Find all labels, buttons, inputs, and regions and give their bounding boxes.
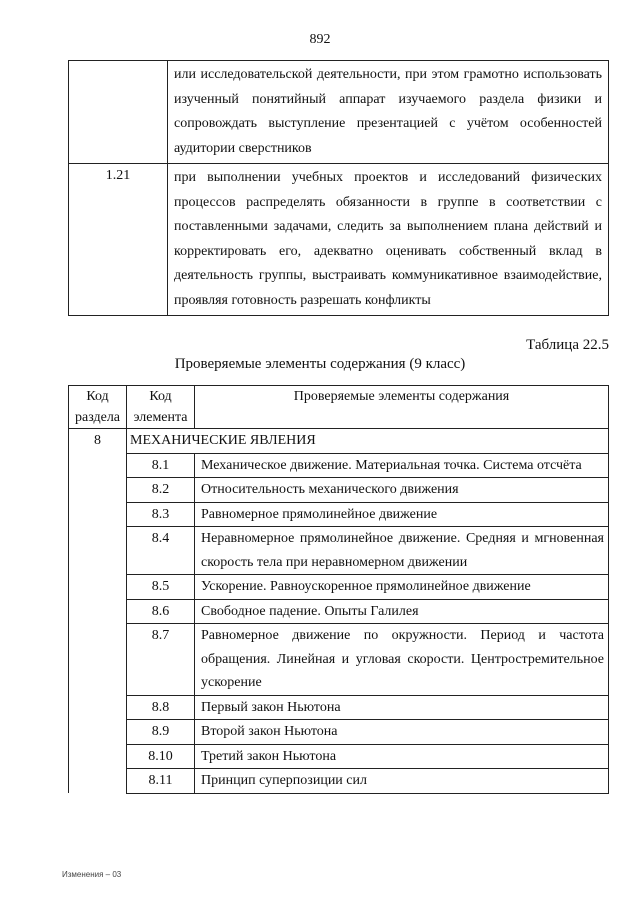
table-row xyxy=(69,575,609,600)
element-text: Принцип суперпозиции сил xyxy=(195,769,609,794)
table-row xyxy=(69,478,609,503)
table-row xyxy=(69,164,609,316)
section-title: МЕХАНИЧЕСКИЕ ЯВЛЕНИЯ xyxy=(127,429,609,454)
element-code: 8.7 xyxy=(127,624,195,696)
element-code: 8.6 xyxy=(127,599,195,624)
element-code: 8.11 xyxy=(127,769,195,794)
table-row xyxy=(69,624,609,696)
element-text: Относительность механического движения xyxy=(195,478,609,503)
table-row xyxy=(69,695,609,720)
table-row xyxy=(69,769,609,794)
continued-table xyxy=(68,60,609,316)
row-text: при выполнении учебных проектов и исследований физических процессов распределять обязанности в группе в соответствии с поставленными задачами, следить за выполнением плана действий и корректировать его, адекватно оценивать собственный вклад в деятельность группы, выстраивать коммуникативное взаимодействие, проявляя готовность разрешать конфликты xyxy=(168,164,609,316)
table-row xyxy=(69,744,609,769)
table-row xyxy=(69,453,609,478)
page-number: 892 xyxy=(309,32,331,47)
row-code xyxy=(69,61,168,164)
element-code: 8.1 xyxy=(127,453,195,478)
element-code: 8.8 xyxy=(127,695,195,720)
table-label: Таблица 22.5 xyxy=(526,337,609,353)
element-text: Свободное падение. Опыты Галилея xyxy=(195,599,609,624)
element-code: 8.3 xyxy=(127,502,195,527)
element-text: Первый закон Ньютона xyxy=(195,695,609,720)
header-elements: Проверяемые элементы содержания xyxy=(195,386,609,429)
section-row xyxy=(69,429,609,454)
element-text: Равномерное прямолинейное движение xyxy=(195,502,609,527)
element-code: 8.4 xyxy=(127,527,195,575)
element-text: Третий закон Ньютона xyxy=(195,744,609,769)
row-code: 1.21 xyxy=(69,164,168,316)
table-row xyxy=(69,502,609,527)
element-text: Ускорение. Равноускоренное прямолинейное движение xyxy=(195,575,609,600)
table-row xyxy=(69,720,609,745)
table-header-row xyxy=(69,386,609,429)
table-row xyxy=(69,599,609,624)
content-elements-table xyxy=(68,385,609,794)
header-section-code: Код раздела xyxy=(69,386,127,429)
table-caption: Проверяемые элементы содержания (9 класс) xyxy=(174,356,466,372)
element-code: 8.2 xyxy=(127,478,195,503)
section-code: 8 xyxy=(69,429,127,794)
row-text: или исследовательской деятельности, при этом грамотно использовать изученный понятийный аппарат изучаемого раздела физики и сопровождать выступление презентацией с учётом особенностей аудитории сверстников xyxy=(168,61,609,164)
element-text: Равномерное движение по окружности. Период и частота обращения. Линейная и угловая скорости. Центростремительное ускорение xyxy=(195,624,609,696)
element-text: Механическое движение. Материальная точка. Система отсчёта xyxy=(195,453,609,478)
table-row xyxy=(69,527,609,575)
table-row xyxy=(69,61,609,164)
element-code: 8.9 xyxy=(127,720,195,745)
element-code: 8.10 xyxy=(127,744,195,769)
element-text: Второй закон Ньютона xyxy=(195,720,609,745)
element-code: 8.5 xyxy=(127,575,195,600)
header-element-code: Код элемента xyxy=(127,386,195,429)
element-text: Неравномерное прямолинейное движение. Средняя и мгновенная скорость тела при неравномерном движении xyxy=(195,527,609,575)
footer-note: Изменения – 03 xyxy=(62,870,122,879)
